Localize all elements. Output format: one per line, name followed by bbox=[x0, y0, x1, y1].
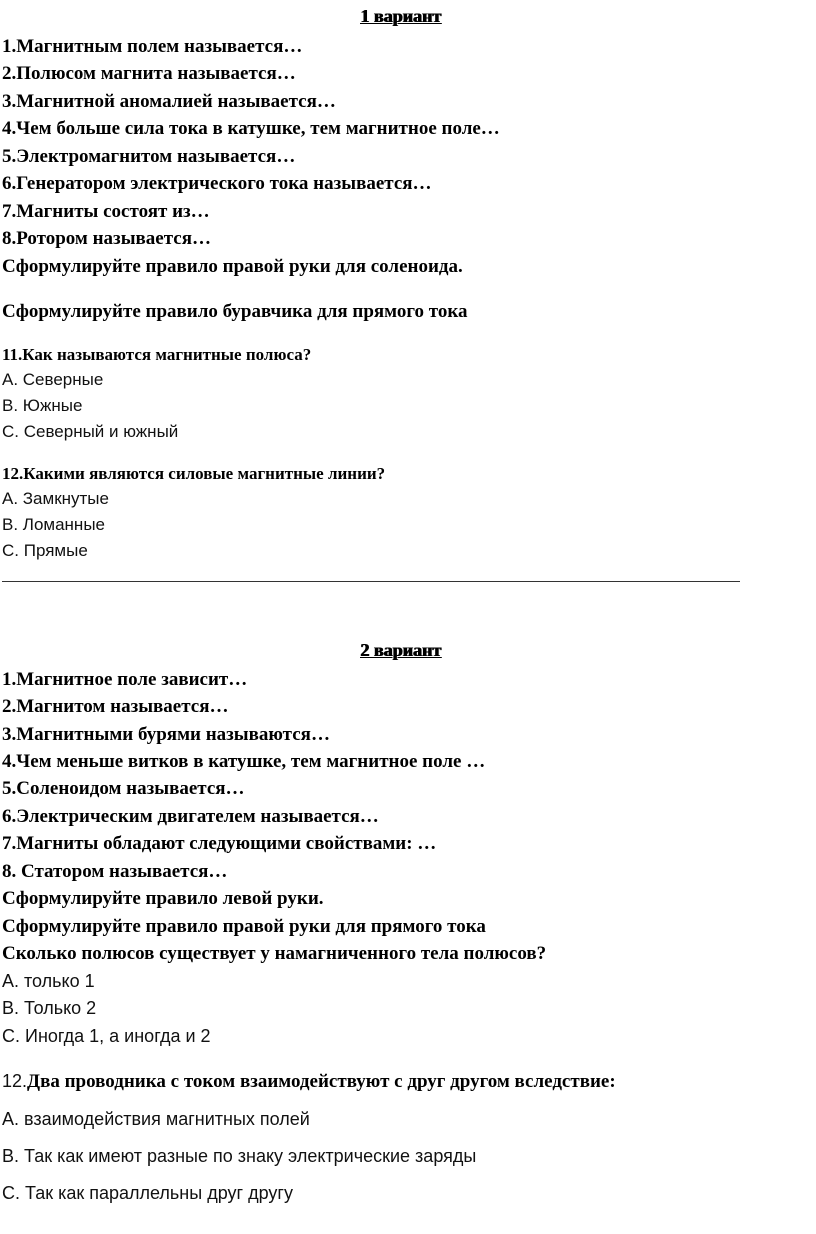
v1-item-1: 1.Магнитным полем называется… bbox=[2, 36, 303, 57]
v1-item-10: Сформулируйте правило буравчика для прямого тока bbox=[2, 301, 468, 322]
v1-item-7: 7.Магниты состоят из… bbox=[2, 201, 210, 222]
v2-q12-option-c: С. Так как параллельны друг другу bbox=[2, 1183, 293, 1203]
v1-q12-option-b: В. Ломанные bbox=[2, 515, 105, 534]
v2-item-10: Сформулируйте правило правой руки для прямого тока bbox=[2, 916, 486, 937]
v1-item-5: 5.Электромагнитом называется… bbox=[2, 146, 296, 167]
v2-q12-line bbox=[2, 1071, 616, 1093]
v1-item-2: 2.Полюсом магнита называется… bbox=[2, 63, 296, 84]
v2-q12-option-b: В. Так как имеют разные по знаку электрические заряды bbox=[2, 1146, 477, 1166]
v2-item-5: 5.Соленоидом называется… bbox=[2, 778, 245, 799]
section-divider bbox=[2, 581, 740, 582]
v1-q11-option-a: А. Северные bbox=[2, 370, 104, 389]
v2-q12-number: 12. bbox=[2, 1071, 28, 1091]
v2-item-7: 7.Магниты обладают следующими свойствами: … bbox=[2, 833, 437, 854]
v1-q12-option-c: С. Прямые bbox=[2, 541, 88, 560]
v2-q-option-c: С. Иногда 1, а иногда и 2 bbox=[2, 1026, 211, 1046]
v1-q11-option-b: В. Южные bbox=[2, 396, 83, 415]
v2-item-1: 1.Магнитное поле зависит… bbox=[2, 669, 248, 690]
v2-item-9: Сформулируйте правило левой руки. bbox=[2, 888, 324, 909]
variant-2-heading: 2 вариант bbox=[360, 640, 441, 660]
v2-item-11: Сколько полюсов существует у намагниченного тела полюсов? bbox=[2, 943, 547, 964]
v2-item-3: 3.Магнитными бурями называются… bbox=[2, 724, 330, 745]
v1-q11-option-c: С. Северный и южный bbox=[2, 422, 179, 441]
v1-q11-question: 11.Как называются магнитные полюса? bbox=[2, 345, 312, 364]
v2-item-4: 4.Чем меньше витков в катушке, тем магнитное поле … bbox=[2, 751, 486, 772]
v1-q12-option-a: А. Замкнутые bbox=[2, 489, 109, 508]
v1-item-8: 8.Ротором называется… bbox=[2, 228, 211, 249]
v2-item-2: 2.Магнитом называется… bbox=[2, 696, 229, 717]
v2-q-option-a: А. только 1 bbox=[2, 971, 95, 991]
v2-q-option-b: В. Только 2 bbox=[2, 998, 97, 1018]
v2-item-8: 8. Статором называется… bbox=[2, 861, 228, 882]
variant-1-heading: 1 вариант bbox=[360, 6, 441, 26]
v1-item-4: 4.Чем больше сила тока в катушке, тем магнитное поле… bbox=[2, 118, 500, 139]
v2-item-6: 6.Электрическим двигателем называется… bbox=[2, 806, 379, 827]
v1-item-6: 6.Генератором электрического тока называется… bbox=[2, 173, 432, 194]
v1-item-9: Сформулируйте правило правой руки для соленоида. bbox=[2, 256, 463, 277]
v1-item-3: 3.Магнитной аномалией называется… bbox=[2, 91, 336, 112]
v1-q12-question: 12.Какими являются силовые магнитные линии? bbox=[2, 464, 386, 483]
v2-q12-question: Два проводника с током взаимодействуют с друг другом вследствие: bbox=[27, 1071, 616, 1092]
v2-q12-option-a: А. взаимодействия магнитных полей bbox=[2, 1109, 310, 1129]
